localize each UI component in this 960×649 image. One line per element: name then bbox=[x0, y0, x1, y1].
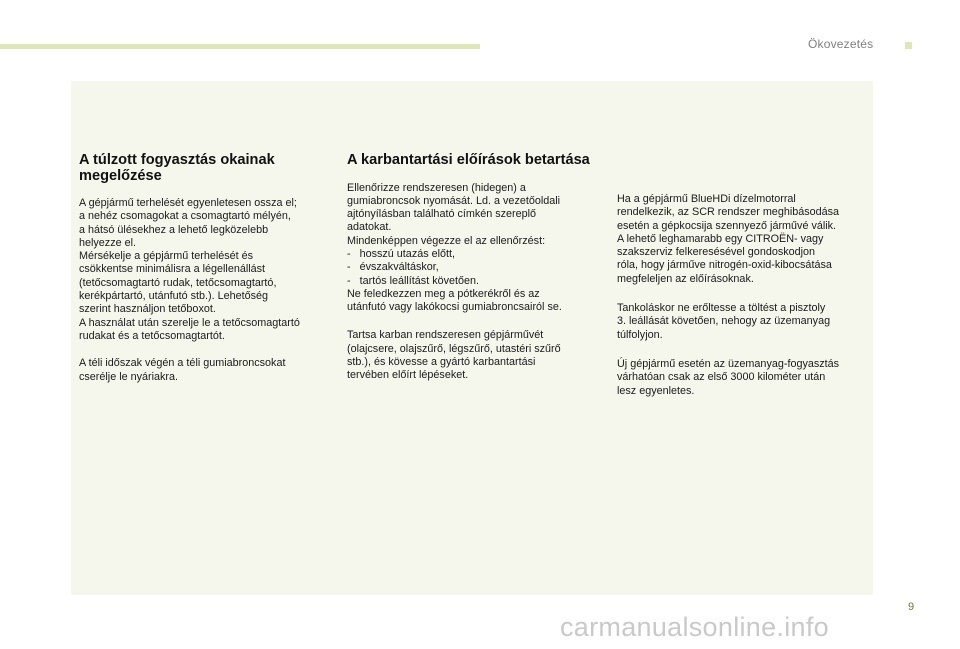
body-paragraph: Ellenőrizze rendszeresen (hidegen) a gumiabroncsok nyomását. Ld. a vezetőoldali ajtónyílásban található címkén szereplő adatokat. Mindenképpen végezze el az ellenőrzést: - hosszú utazás előtt, - évszakváltáskor, - tartós leállítást követően. Ne feledkezzen meg a pótkerékről és az utánfutó vagy lakókocsi gumiabroncsairól se. bbox=[347, 181, 562, 314]
column-fuel-consumption bbox=[79, 153, 341, 398]
section-title: Ökovezetés bbox=[808, 37, 874, 51]
page-number: 9 bbox=[908, 601, 915, 613]
column-notes bbox=[617, 193, 872, 412]
body-paragraph: Ha a gépjármű BlueHDi dízelmotorral rendelkezik, az SCR rendszer meghibásodása esetén a gépkocsija szennyező járművé válik. A lehető leghamarabb egy CITROËN- vagy szakszerviz felkeresésével gondoskodjon róla, hogy járműve nitrogén-oxid-kibocsátása megfeleljen az előírásoknak. bbox=[617, 193, 840, 285]
body-paragraph: A téli időszak végén a téli gumiabroncsokat cserélje le nyáriakra. bbox=[79, 357, 286, 383]
body-paragraph: Tankoláskor ne erőltesse a töltést a pisztoly 3. leállását követően, nehogy az üzemanyag túlfolyjon. bbox=[617, 302, 831, 341]
watermark: carmanualsonline.info bbox=[560, 612, 829, 642]
section-heading: A túlzott fogyasztás okainak megelőzése bbox=[79, 152, 275, 184]
body-paragraph: Tartsa karban rendszeresen gépjárművét (olajcsere, olajszűrő, légszűrő, utastéri szűrő stb.), és kövesse a gyártó karbantartási tervében előírt lépéseket. bbox=[347, 329, 561, 382]
section-heading: A karbantartási előírások betartása bbox=[347, 152, 590, 168]
body-paragraph: Új gépjármű esetén az üzemanyag-fogyasztás várhatóan csak az első 3000 kilométer után lesz egyenletes. bbox=[617, 357, 840, 397]
body-paragraph: A gépjármű terhelését egyenletesen ossza el; a nehéz csomagokat a csomagtartó mélyén, a hátsó ülésekhez a lehető legközelebb helyezze el. Mérsékelje a gépjármű terhelését és csökkentse minimálisra a légellenállást (tetőcsomagtartó rudak, tetőcsomagtartó, kerékpártartó, utánfutó stb.). Lehetőség szerint használjon tetőboxot. A használat után szerelje le a tetőcsomagtartó rudakat és a tetőcsomagtartót. bbox=[79, 197, 300, 342]
column-maintenance bbox=[347, 153, 602, 397]
header-accent-bar bbox=[0, 44, 480, 49]
header-marker bbox=[905, 42, 912, 49]
